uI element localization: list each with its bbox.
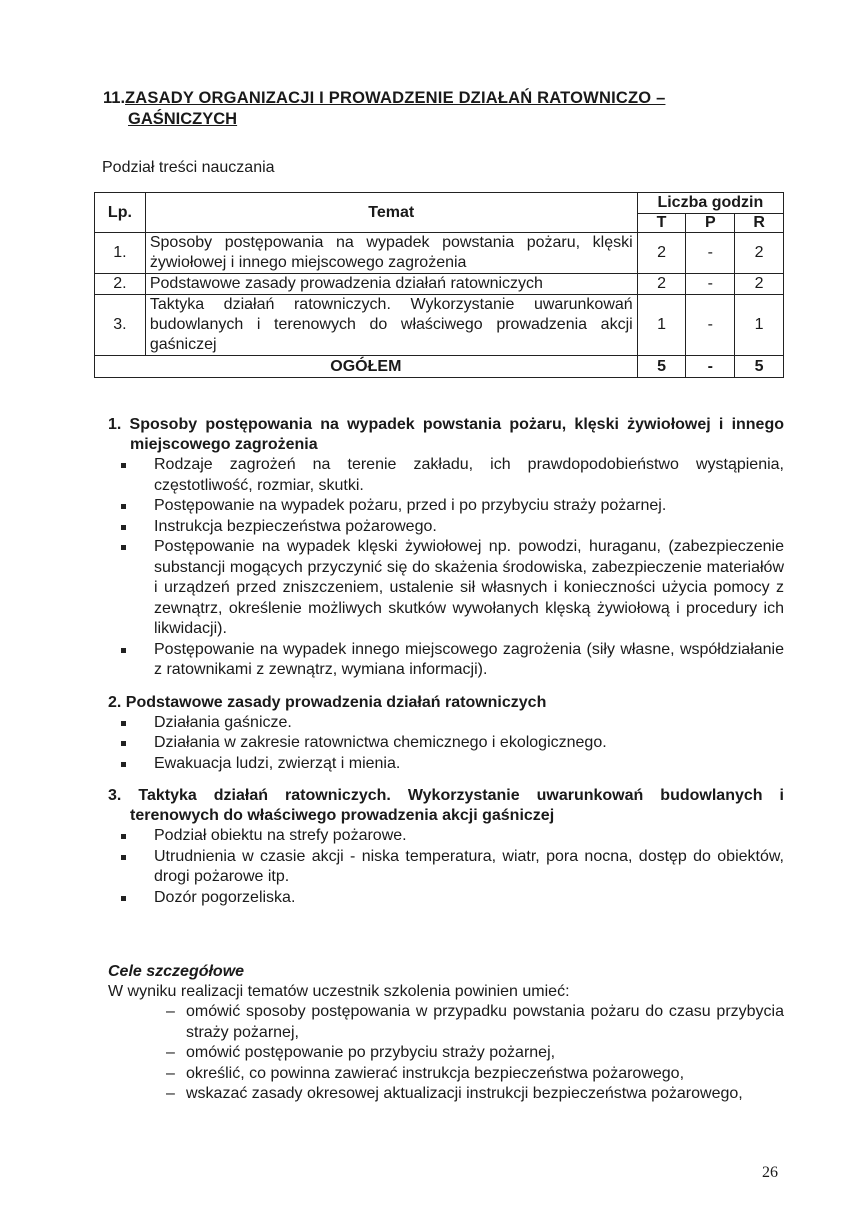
row-p: -	[686, 295, 735, 356]
list-item: Utrudnienia w czasie akcji - niska temperatura, wiatr, pora nocna, dostęp do obiektów, drogi pożarowe itp.	[154, 847, 784, 888]
list-item: Dozór pogorzeliska.	[154, 888, 784, 909]
section-list	[108, 455, 784, 681]
row-p: -	[686, 233, 735, 274]
page-number: 26	[762, 1164, 778, 1181]
subtitle: Podział treści nauczania	[102, 159, 275, 176]
content-sections	[108, 415, 784, 908]
list-item: Postępowanie na wypadek klęski żywiołowej np. powodzi, huraganu, (zabezpieczenie substancji mogących przyczynić się do skażenia środowiska, zabezpieczenie materiałów i urządzeń przed zniszczeniem, ustalenie sił własnych i konieczności użycia pomocy z zewnątrz, określenie możliwych skutków wywołanych klęską żywiołową i procedury ich likwidacji).	[154, 537, 784, 640]
table-row	[95, 274, 784, 295]
section-heading: 2. Podstawowe zasady prowadzenia działań ratowniczych	[108, 693, 547, 711]
list-item: Postępowanie na wypadek pożaru, przed i po przybyciu straży pożarnej.	[154, 496, 784, 517]
header-lp: Lp.	[95, 193, 146, 233]
list-item: Postępowanie na wypadek innego miejscowego zagrożenia (siły własne, współdziałanie z ratownikami z zewnątrz, wymiana informacji).	[154, 640, 784, 681]
row-r: 2	[735, 274, 784, 295]
row-lp: 2.	[95, 274, 146, 295]
goals-section	[108, 962, 784, 1105]
list-item: Działania w zakresie ratownictwa chemicznego i ekologicznego.	[154, 733, 784, 754]
row-r: 2	[735, 233, 784, 274]
header-hours: Liczba godzin	[637, 193, 783, 214]
row-t: 2	[637, 233, 686, 274]
total-r: 5	[735, 356, 784, 378]
header-topic: Temat	[145, 193, 637, 233]
row-topic: Podstawowe zasady prowadzenia działań ratowniczych	[145, 274, 637, 295]
table-header-row	[95, 193, 784, 214]
list-item: Działania gaśnicze.	[154, 713, 784, 734]
row-t: 2	[637, 274, 686, 295]
row-topic: Sposoby postępowania na wypadek powstania pożaru, klęski żywiołowej i innego miejscowego zagrożenia	[145, 233, 637, 274]
row-lp: 1.	[95, 233, 146, 274]
chapter-title-line2: GAŚNICZYCH	[128, 110, 238, 128]
row-topic: Taktyka działań ratowniczych. Wykorzystanie uwarunkowań budowlanych i terenowych do właściwego prowadzenia akcji gaśniczej	[145, 295, 637, 356]
goals-list	[108, 1002, 784, 1105]
list-item: – określić, co powinna zawierać instrukcja bezpieczeństwa pożarowego,	[186, 1064, 784, 1085]
row-t: 1	[637, 295, 686, 356]
goals-heading: Cele szczegółowe	[108, 963, 245, 980]
section-list	[108, 713, 784, 775]
total-label: OGÓŁEM	[95, 356, 638, 378]
chapter-title-line1: ZASADY ORGANIZACJI I PROWADZENIE DZIAŁAŃ RATOWNICZO –	[125, 89, 666, 107]
list-item: – omówić postępowanie po przybyciu straży pożarnej,	[186, 1043, 784, 1064]
chapter-title	[103, 88, 783, 130]
list-item: Ewakuacja ludzi, zwierząt i mienia.	[154, 754, 784, 775]
row-p: -	[686, 274, 735, 295]
list-item: Podział obiektu na strefy pożarowe.	[154, 826, 784, 847]
chapter-number: 11.	[103, 89, 126, 107]
list-item: Rodzaje zagrożeń na terenie zakładu, ich prawdopodobieństwo wystąpienia, częstotliwość, rozmiar, skutki.	[154, 455, 784, 496]
row-r: 1	[735, 295, 784, 356]
goals-intro: W wyniku realizacji tematów uczestnik szkolenia powinien umieć:	[108, 983, 570, 1000]
total-p: -	[686, 356, 735, 378]
header-r: R	[735, 214, 784, 233]
header-t: T	[637, 214, 686, 233]
section-list	[108, 826, 784, 908]
list-item: – wskazać zasady okresowej aktualizacji instrukcji bezpieczeństwa pożarowego,	[186, 1084, 784, 1105]
row-lp: 3.	[95, 295, 146, 356]
table-row	[95, 233, 784, 274]
list-item: Instrukcja bezpieczeństwa pożarowego.	[154, 517, 784, 538]
table-total-row	[95, 356, 784, 378]
section-heading: 3. Taktyka działań ratowniczych. Wykorzystanie uwarunkowań budowlanych i terenowych do właściwego prowadzenia akcji gaśniczej	[108, 787, 784, 824]
list-item: – omówić sposoby postępowania w przypadku powstania pożaru do czasu przybycia straży pożarnej,	[186, 1002, 784, 1043]
section-heading: 1. Sposoby postępowania na wypadek powstania pożaru, klęski żywiołowej i innego miejscowego zagrożenia	[108, 416, 784, 453]
hours-table	[94, 192, 784, 378]
header-p: P	[686, 214, 735, 233]
table-row	[95, 295, 784, 356]
total-t: 5	[637, 356, 686, 378]
